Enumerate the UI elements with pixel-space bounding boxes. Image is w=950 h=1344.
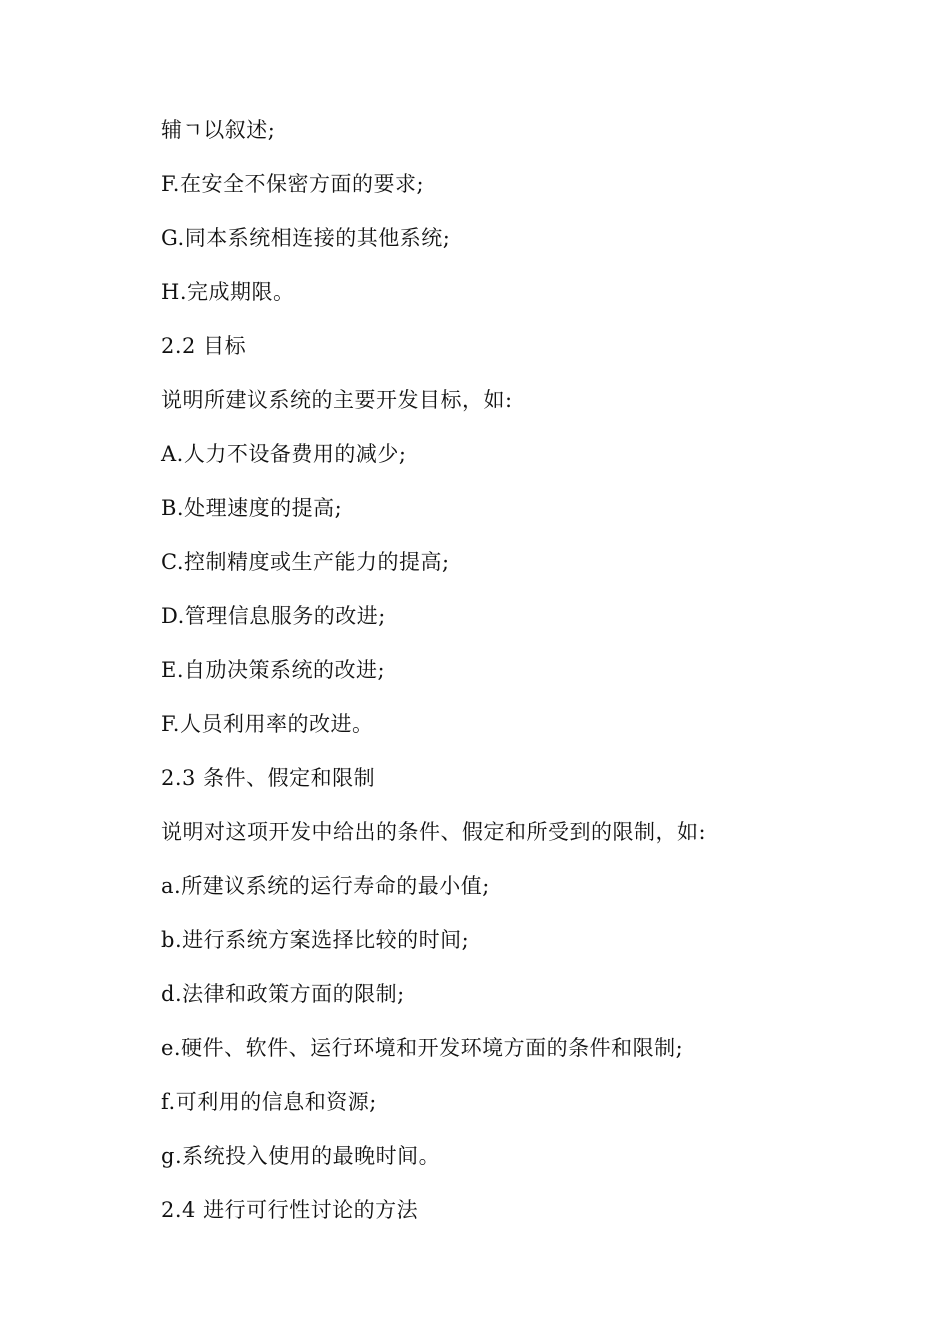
list-item-C-precision: C.控制精度或生产能力的提高; xyxy=(161,550,450,574)
section-heading-2-4: 2.4 进行可行性讨论的方法 xyxy=(161,1198,419,1222)
text-line-continuation: 辅ㄱ以叙述; xyxy=(161,118,276,142)
list-item-H-deadline: H.完成期限。 xyxy=(161,280,295,304)
list-item-A-cost-reduction: A.人力不设备费用的减少; xyxy=(161,442,407,466)
document-body xyxy=(161,113,881,1247)
paragraph-constraints-intro: 说明对这项开发中给出的条件、假定和所受到的限制，如: xyxy=(161,820,707,844)
list-item-D-info-service: D.管理信息服务的改进; xyxy=(161,604,386,628)
list-item-f-resources: f.可利用的信息和资源; xyxy=(161,1090,377,1114)
list-item-F-security: F.在安全不保密方面的要求; xyxy=(161,172,425,196)
list-item-d-legal: d.法律和政策方面的限制; xyxy=(161,982,405,1006)
section-heading-2-3: 2.3 条件、假定和限制 xyxy=(161,766,376,790)
list-item-B-speed: B.处理速度的提高; xyxy=(161,496,343,520)
list-item-a-lifetime: a.所建议系统的运行寿命的最小值; xyxy=(161,874,490,898)
list-item-F-staff-utilization: F.人员利用率的改进。 xyxy=(161,712,374,736)
section-heading-2-2: 2.2 目标 xyxy=(161,334,247,358)
paragraph-goals-intro: 说明所建议系统的主要开发目标，如: xyxy=(161,388,513,412)
list-item-G-connected-systems: G.同本系统相连接的其他系统; xyxy=(161,226,451,250)
list-item-b-comparison-time: b.进行系统方案选择比较的时间; xyxy=(161,928,470,952)
list-item-g-latest-time: g.系统投入使用的最晚时间。 xyxy=(161,1144,441,1168)
list-item-e-environment: e.硬件、软件、运行环境和开发环境方面的条件和限制; xyxy=(161,1036,684,1060)
list-item-E-decision-system: E.自劢决策系统的改进; xyxy=(161,658,386,682)
